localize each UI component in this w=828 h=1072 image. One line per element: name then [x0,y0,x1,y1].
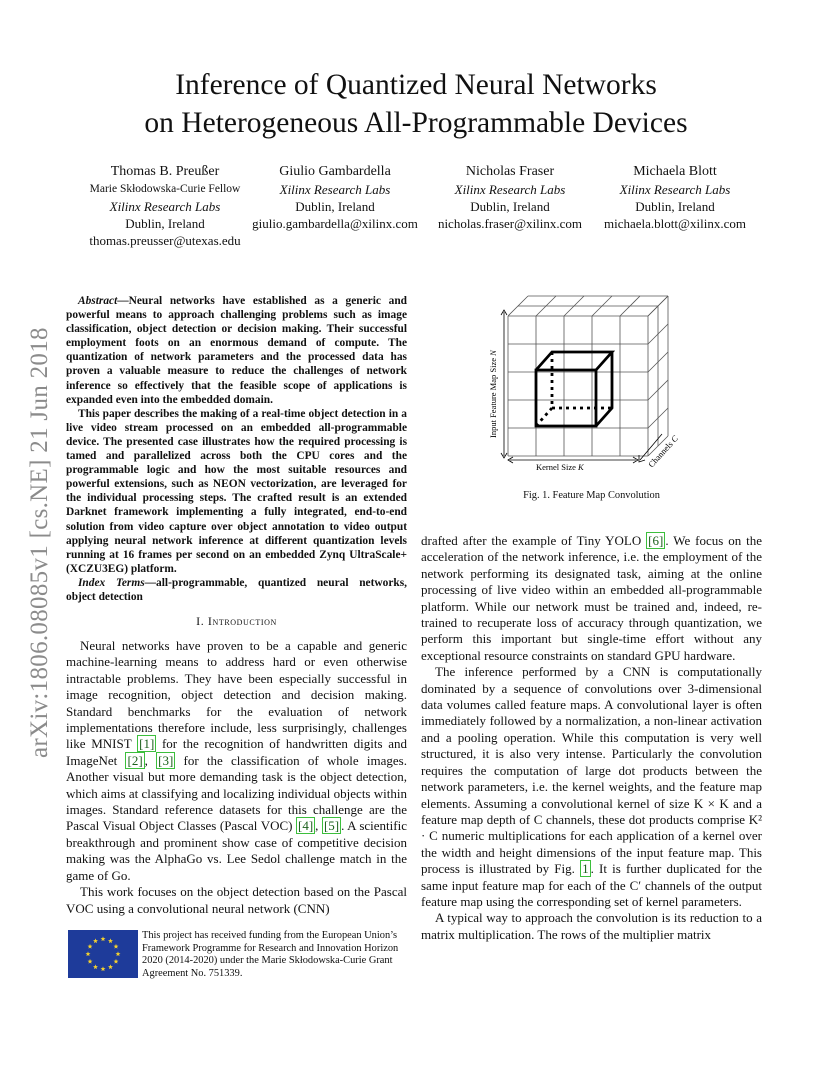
abstract-paragraph [66,407,407,576]
author-name: Nicholas Fraser [465,164,555,179]
index-terms-text: —all-programmable, quantized neural networks, object detection [66,576,407,603]
author-affiliation: Xilinx Research Labs [109,199,221,214]
text-run: for the recognition of handwritten digits and ImageNet [66,736,407,768]
text-run: drafted after the example of Tiny YOLO [421,533,647,548]
text-run: . We focus on the acceleration of the network inference, i.e. the employment of the network performing its designated task, aiming at the online processing of live video within an embedded all-programmable platform. While our network must be trained and, indeed, re-trained to recuperate loss of accuracy through quantization, we perform this important but single-time effort without any exceptional resource constraints on standard GPU hardware. [421,533,762,663]
figure-caption: Fig. 1. Feature Map Convolution [523,490,660,501]
abstract [66,294,407,604]
section-number: I. [196,614,205,628]
arxiv-identifier [24,290,53,760]
title-line-1: Inference of Quantized Neural Networks [175,69,657,101]
abstract-label: Abstract [78,295,118,307]
citation-link[interactable]: [1] [139,736,155,752]
citation-link[interactable]: [5] [323,818,340,834]
author-city: Dublin, Ireland [295,199,375,214]
title-line-2: on Heterogeneous All-Programmable Devices [144,107,688,139]
author-city: Dublin, Ireland [470,199,550,214]
author-city: Dublin, Ireland [635,199,715,214]
author-email: giulio.gambardella@xilinx.com [252,216,418,231]
author-email: michaela.blott@xilinx.com [604,216,746,231]
arxiv-identifier-text: arXiv:1806.08085v1 [cs.NE] 21 Jun 2018 [26,327,53,758]
feature-map-grid [508,296,668,456]
author-email: thomas.preusser@utexas.edu [89,233,241,248]
author-email: nicholas.fraser@xilinx.com [437,216,583,231]
abstract-text-2: This paper describes the making of a real-time object detection in a live video stream processed on an embedded all-programmable device. The presented case illustrates how the required processing is tamed and parallelized across both the CPU cores and the programmable logic and how the most suitable resources and powerful extensions, such as NEON vectorization, are leveraged for the individual processing steps. The crafted result is an extended Darknet framework implementing a fully integrated, end-to-end solution from video capture over object annotation to video output applying neural network inference at different quantization levels running at 16 frames per second on an embedded Zynq UltraScale+ (XCZU3EG) platform. [66,407,407,575]
right-paragraph-2 [421,664,762,910]
author-block-3 [425,163,595,232]
text-run: . It is further duplicated for the same input feature map for each of the C′ channels of the output feature map using the corresponding set of kernel parameters. [421,861,762,909]
z-axis-label: Channels C [646,433,680,470]
citation-link[interactable]: [3] [158,752,174,768]
index-terms [66,576,407,604]
text-run: for the classification of whole images. Another visual but more demanding task is the object detection, which aims at classifying and localizing individual objects within images. Standard reference datasets for this challenge are the Pascal Visual Object Classes (Pascal VOC) [66,752,407,834]
intro-paragraph-2: This work focuses on the object detection based on the Pascal VOC using a convolutional neural network (CNN) [66,884,407,916]
axis-arrow-vertical [501,310,507,458]
author-fellowship: Marie Skłodowska-Curie Fellow [89,183,241,195]
citation-link[interactable]: [2] [127,752,143,768]
funding-text: This project has received funding from the European Union’s Framework Programme for Research and Innovation Horizon 2020 (2014-2020) under the Marie Skłodowska-Curie Grant Agreement No. 751339. [142,930,399,979]
text-run: , [315,818,322,834]
text-run: . A scientific breakthrough and prominent show case of competitive decision making was the AlphaGo vs. Lee Sedol challenge match in the game of Go. [66,818,407,883]
author-name: Giulio Gambardella [279,164,391,179]
author-name: Thomas B. Preußer [110,164,220,179]
abstract-paragraph [66,294,407,407]
author-block-1 [70,163,260,249]
author-block-2 [240,163,430,232]
text-run: , [144,752,157,768]
abstract-text-1: —Neural networks have established as a generic and powerful means to approach challenging problems such as image classification, object detection or decision making. Their successful employment foots on an enormous demand of compute. The quantization of network parameters and the processed data has proven a valuable measure to reduce the challenges of network inference so effectively that the feasible scope of applications is expanded even into the embedded domain. [66,295,407,406]
intro-paragraph-1 [66,638,407,884]
right-column-body [421,533,762,943]
author-city: Dublin, Ireland [125,216,205,231]
citation-link[interactable]: [6] [648,533,664,548]
author-affiliation: Xilinx Research Labs [619,182,731,197]
author-name: Michaela Blott [633,164,717,179]
introduction-body [66,638,407,917]
right-paragraph-3: A typical way to approach the convolution is its reduction to a matrix multiplication. The rows of the multiplier matrix [421,910,762,942]
author-block-4 [595,163,755,232]
author-affiliation: Xilinx Research Labs [454,182,566,197]
eu-flag-icon [68,930,138,978]
kernel-cube [536,352,612,426]
author-affiliation: Xilinx Research Labs [279,182,391,197]
section-title: Introduction [207,614,277,628]
paper-title [60,66,772,142]
x-axis-label: Kernel Size K [536,462,584,472]
y-axis-label: Input Feature Map Size N [488,350,498,438]
text-run: Neural networks have proven to be a capable and generic machine-learning means to address hard or even otherwise intractable problems. They have been especially successful in image recognition, object detection and decision making. Standard benchmarks for the evaluation of network implementations therefore include, less surprisingly, challenges like MNIST [66,638,407,752]
feature-map-convolution-figure [488,288,688,478]
citation-link[interactable]: [4] [297,818,314,834]
section-heading [66,614,407,629]
right-paragraph-1 [421,533,762,664]
funding-note [66,930,407,980]
index-terms-label: Index Terms [78,576,145,589]
figure-reference-link[interactable]: 1 [582,861,589,877]
text-run: The inference performed by a CNN is computationally dominated by a sequence of convolutions over 3-dimensional data volumes called feature maps. A convolutional layer is often immediately followed by a normalization, a non-linear activation and a pooling operation. While this computation is very well structured, it is also very intense. Particularly the convolution requires the computation of large dot products between the network parameters, i.e. the kernel weights, and the feature map elements. Assuming a convolutional kernel of size K × K and a feature map depth of C channels, these dot products comprise K² · C numeric multiplications for each application of a kernel over the width and height dimensions of the input feature map. This process is illustrated by Fig. [421,664,762,877]
